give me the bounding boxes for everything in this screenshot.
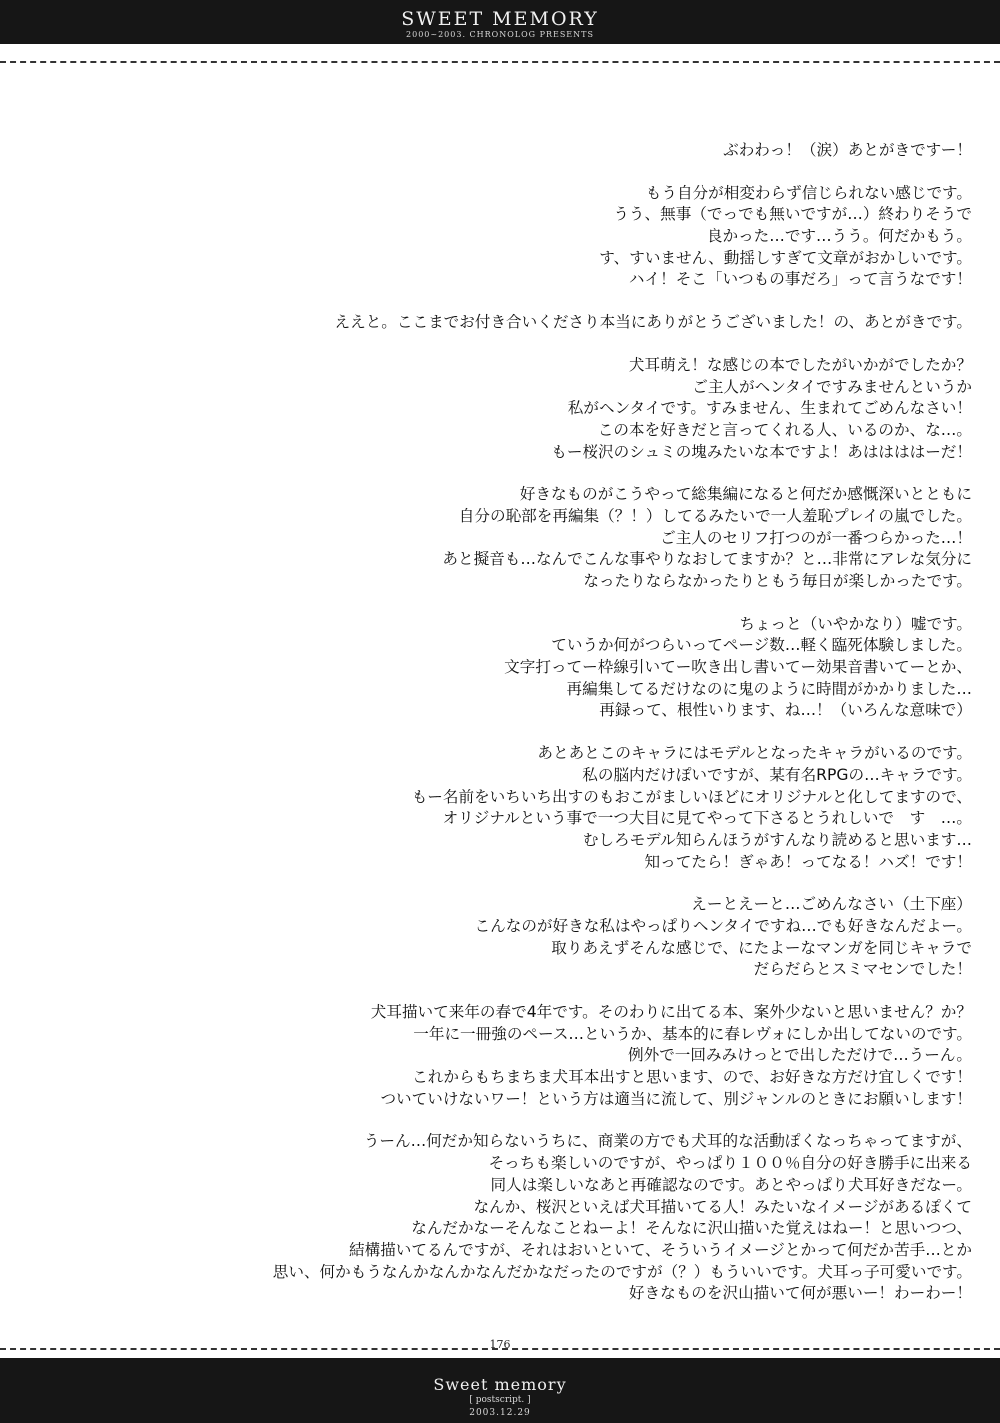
text-line: えーとえーと…ごめんなさい（土下座） xyxy=(691,895,972,914)
text-line: 同人は楽しいなあと再確認なのです。あとやっぱり犬耳好きだなー。 xyxy=(490,1175,972,1194)
text-line: もー名前をいちいち出すのもおこがましいほどにオリジナルと化してますので、 xyxy=(411,787,972,806)
text-line: ハイ！そこ「いつもの事だろ」って言うなです！ xyxy=(628,270,972,289)
text-line: 文字打ってー枠線引いてー吹き出し書いてー効果音書いてーとか、 xyxy=(504,658,972,677)
text-line: 結構描いてるんですが、それはおいといて、そういうイメージとかって何だか苦手…とか xyxy=(349,1240,972,1259)
text-line: もう自分が相変わらず信じられない感じです。 xyxy=(645,183,972,202)
text-line: 自分の恥部を再編集（？！）してるみたいで一人羞恥プレイの嵐でした。 xyxy=(458,506,972,525)
text-line: 思い、何かもうなんかなんかなんだかなだったのですが（？）もういいです。犬耳っ子可愛いです。 xyxy=(272,1262,972,1281)
footer-bar xyxy=(0,1358,1000,1423)
text-line: そっちも楽しいのですが、やっぱり１００％自分の好き勝手に出来る xyxy=(488,1154,972,1173)
header-bar xyxy=(0,0,1000,44)
paragraph xyxy=(60,1002,972,1110)
book-title: SWEET MEMORY xyxy=(401,8,599,30)
text-line: あと擬音も…なんでこんな事やりなおしてますか？と…非常にアレな気分に xyxy=(442,550,972,569)
text-line: 取りあえずそんな感じで、にたよーなマンガを同じキャラで xyxy=(551,938,972,957)
text-line: 一年に一冊強のペース…というか、基本的に春レヴォにしか出してないのです。 xyxy=(413,1024,972,1043)
text-line: ご主人のセリフ打つのが一番つらかった…！ xyxy=(660,528,972,547)
page-number: 176 xyxy=(489,1338,511,1351)
paragraph xyxy=(60,312,972,334)
paragraph xyxy=(60,484,972,592)
text-line: ついていけないワー！という方は適当に流して、別ジャンルのときにお願いします！ xyxy=(380,1089,972,1108)
text-line: ご主人がヘンタイですみませんというか xyxy=(692,377,972,396)
text-line: 犬耳描いて来年の春で4年です。そのわりに出てる本、案外少ないと思いません？か？ xyxy=(370,1003,972,1021)
bottom-dashed-divider xyxy=(0,1348,1000,1350)
paragraph xyxy=(60,743,972,873)
text-line: うう、無事（でっでも無いですが…）終わりそうで xyxy=(613,205,972,224)
text-line: 私がヘンタイです。すみません、生まれてごめんなさい！ xyxy=(567,399,972,418)
text-line: あとあとこのキャラにはモデルとなったキャラがいるのです。 xyxy=(537,744,972,763)
paragraph xyxy=(60,894,972,981)
text-line: 私の脳内だけぽいですが、某有名RPGの…キャラです。 xyxy=(582,765,972,784)
text-line: 再録って、根性いります、ね…！（いろんな意味で） xyxy=(599,701,972,720)
text-line: ええと。ここまでお付き合いくださり本当にありがとうございました！の、あとがきです。 xyxy=(334,313,972,332)
text-line: うーん…何だか知らないうちに、商業の方でも犬耳的な活動ぽくなっちゃってますが、 xyxy=(363,1132,972,1151)
text-line: なんか、桜沢といえば犬耳描いてる人！みたいなイメージがあるぽくて xyxy=(473,1197,972,1216)
text-line: 良かった…です…うう。何だかもう。 xyxy=(706,227,972,246)
text-line: こんなのが好きな私はやっぱりヘンタイですね…でも好きなんだよー。 xyxy=(474,916,972,935)
text-line: 知ってたら！ぎゃあ！ってなる！ハズ！です！ xyxy=(644,852,972,871)
book-subtitle: 2000~2003. CHRONOLOG PRESENTS xyxy=(406,30,594,39)
text-line: むしろモデル知らんほうがすんなり読めると思います… xyxy=(582,830,972,849)
text-line: だらだらとスミマセンでした！ xyxy=(753,960,972,979)
paragraph xyxy=(60,183,972,291)
text-line: オリジナルという事で一つ大目に見てやって下さるとうれしいで す …。 xyxy=(442,809,972,828)
paragraph xyxy=(60,614,972,722)
text-line: す、すいません、動揺しすぎて文章がおかしいです。 xyxy=(599,248,972,267)
footer-title: Sweet memory xyxy=(433,1375,567,1394)
text-line: 好きなものがこうやって総集編になると何だか感慨深いとともに xyxy=(519,485,972,504)
footer-section: [ postscript. ] xyxy=(469,1395,531,1405)
text-line: なんだかなーそんなことねーよ！そんなに沢山描いた覚えはねー！と思いつつ、 xyxy=(411,1219,972,1238)
text-line: 再編集してるだけなのに鬼のように時間がかかりました… xyxy=(566,679,972,698)
text-line: 好きなものを沢山描いて何が悪いー！わーわー！ xyxy=(628,1284,972,1303)
paragraph xyxy=(60,1131,972,1305)
text-line: ていうか何がつらいってページ数…軽く臨死体験しました。 xyxy=(551,636,972,655)
postscript-body xyxy=(60,140,972,1326)
paragraph xyxy=(60,140,972,162)
text-line: 犬耳萌え！な感じの本でしたがいかがでしたか？ xyxy=(628,355,972,374)
paragraph xyxy=(60,355,972,463)
top-dashed-divider xyxy=(0,61,1000,63)
footer-date: 2003.12.29 xyxy=(469,1408,531,1418)
text-line: もー桜沢のシュミの塊みたいな本ですよ！あははははーだ！ xyxy=(551,442,972,461)
text-line: なったりならなかったりともう毎日が楽しかったです。 xyxy=(583,572,972,590)
text-line: 例外で一回みみけっとで出しただけで…うーん。 xyxy=(628,1046,972,1065)
text-line: ちょっと（いやかなり）嘘です。 xyxy=(739,614,972,633)
text-line: ぶわわっ！（涙）あとがきですー！ xyxy=(723,141,972,159)
text-line: これからもちまちま犬耳本出すと思います、ので、お好きな方だけ宜しくです！ xyxy=(412,1068,972,1087)
text-line: この本を好きだと言ってくれる人、いるのか、な…。 xyxy=(597,420,972,439)
